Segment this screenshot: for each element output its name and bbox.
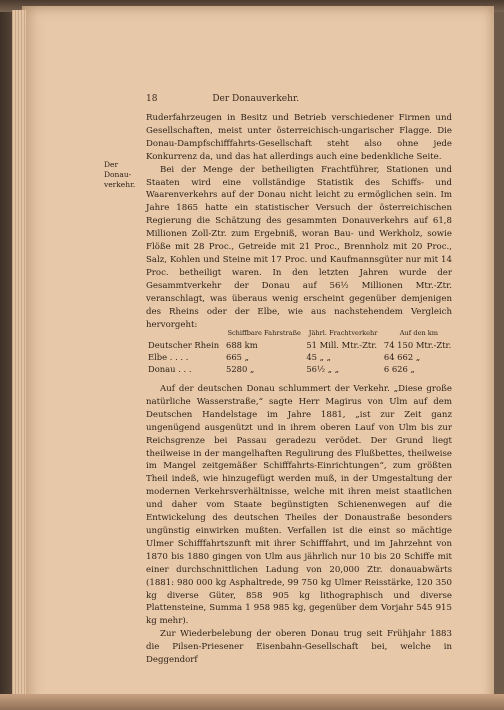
table-cell: 56½ „ „ (306, 364, 340, 374)
page-edges (12, 10, 26, 700)
table-cell: 64 662 „ (383, 352, 421, 362)
table-cell: 6 626 „ (383, 364, 415, 374)
table-row (146, 351, 456, 363)
page-header (146, 94, 299, 104)
running-title: Der Donauverkehr. (212, 94, 300, 104)
table-cell: 665 „ (226, 352, 249, 362)
table-row (146, 339, 456, 351)
traffic-comparison-table (146, 329, 456, 375)
paragraph: Zur Wiederbelebung der oberen Donau trug seit Frühjahr 1883 die Pilsen-Priesener Eisenbahn-Gesellschaft bei, welche in Deggendorf (146, 629, 452, 666)
table-header: Jährl. Frachtverkehr (308, 329, 378, 337)
paragraph: Ruderfahrzeugen in Besitz und Betrieb verschiedener Firmen und Gesellschaften, meist unter österreichisch-ungarischer Flagge. Die Donau-Dampfschifffahrts-Gesellschaft steht also ohne jede Konkurrenz da, und das hat allerdings auch eine bedenkliche Seite. (146, 113, 452, 162)
table-cell: Donau . . . (148, 364, 192, 374)
table-header: Auf den km (399, 329, 439, 337)
table-header (146, 329, 224, 339)
body-text-bottom (146, 383, 452, 667)
margin-note: Der Donauverkehr. (104, 160, 136, 189)
table-header: Schiffbare Fahrstraße (227, 329, 301, 337)
table-cell: Deutscher Rhein (148, 340, 220, 350)
paragraph: Bei der Menge der betheiligten Frachtführer, Stationen und Staaten wird eine vollständige Statistik des Schiffs- und Waarenverkehrs auf der Donau nicht leicht zu ermöglichen sein. Im Jahre 1865 hatte ein statistischer Versuch der österreichischen Regierung die Schätzung des gesammten Donauverkehrs auf 61,8 Millionen Zoll-Ztr. zum Ergebniß, woran Bau- und Werkholz, sowie Flöße mit 28 Proc., Getreide mit 21 Proc., Brennholz mit 20 Proc., Salz, Kohlen und Steine mit 17 Proc. und Kaufmannsgüter nur mit 14 Proc. betheiligt waren. In den letzten Jahren wurde der Gesammtverkehr der Donau auf 56½ Millionen Mtr.-Ztr. veranschlagt, was überaus wenig erscheint gegenüber demjenigen des Rheins oder der Elbe, wie aus nachstehendem Vergleich hervorgeht: (146, 164, 452, 330)
table-cell: 45 „ „ (306, 352, 332, 362)
table-cell: 688 km (226, 340, 258, 350)
paragraph: Auf der deutschen Donau schlummert der Verkehr. „Diese große natürliche Wasserstraße,“ sagte Herr Magirus von Ulm auf dem Deutschen Handelstage im Jahre 1881, „ist zur Zeit ganz ungenügend ausgenützt und in ihrem oberen Lauf von Ulm bis zur Reichsgrenze bei Passau geradezu verödet. Der Grund liegt theilweise in der mangelhaften Regulirung des Flußbettes, theilweise im Mangel zeitgemäßer Schifffahrts-Einrichtungen“, zum größten Theil indeß, wie hinzugefügt werden muß, in der Umgestaltung der modernen Verkehrsverhältnisse, welche mit ihren meist staatlichen und daher vom Staate begünstigten Schienenwegen auf die Entwickelung des deutschen Theiles der Donaustraße besonders ungünstig einwirken mußten. Verfallen ist die einst so mächtige Ulmer Schifffahrtszunft mit ihrer Schifffahrt, und im Jahrzehnt von 1870 bis 1880 gingen von Ulm aus jährlich nur 10 bis 20 Schiffe mit einer durchschnittlichen Ladung von 20,000 Ztr. donauabwärts (1881: 980 000 kg Asphaltrede, 99 750 kg Ulmer Reisstärke, 120 350 kg diverse Güter, 858 905 kg lithographisch und diverse Plattensteine, Summa 1 958 985 kg, gegenüber dem Vorjahr 545 915 kg mehr). (146, 384, 452, 627)
table-row (146, 363, 456, 375)
table-cell: 5280 „ (226, 364, 255, 374)
body-text-top (146, 112, 452, 331)
table-cell: 51 Mill. Mtr.-Ztr. (306, 340, 378, 350)
page-number: 18 (146, 94, 158, 104)
table-cell: 74 150 Mtr.-Ztr. (383, 340, 452, 350)
table-header-row (146, 329, 456, 339)
scan-bottom-edge (0, 694, 504, 710)
table-cell: Elbe . . . . (148, 352, 189, 362)
